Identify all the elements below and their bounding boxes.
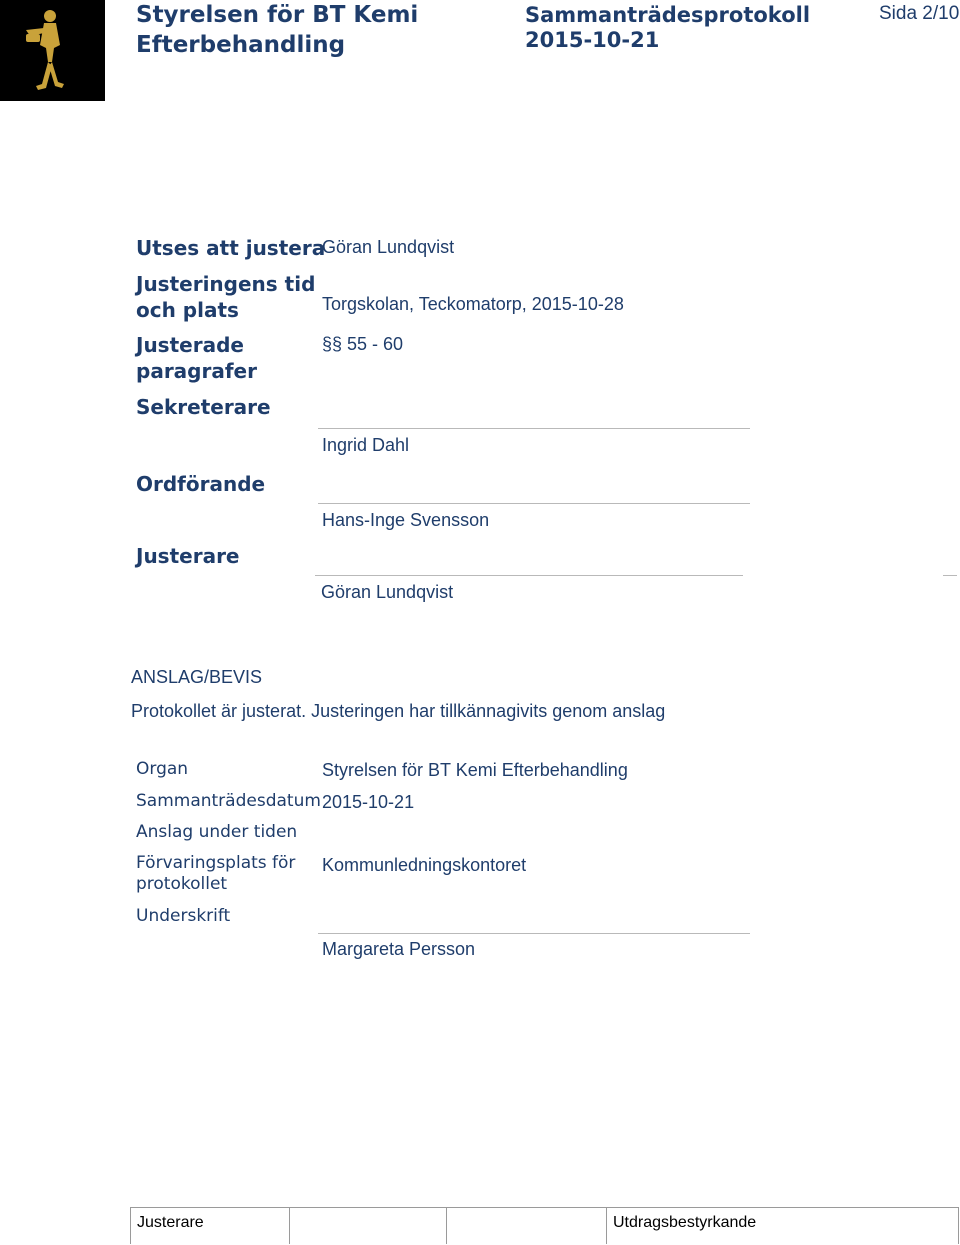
footer-utdrag-label: Utdragsbestyrkande xyxy=(613,1214,757,1231)
org-name-line1: Styrelsen för BT Kemi xyxy=(136,2,419,28)
paragrafer-label-line1: Justerade xyxy=(136,333,244,357)
utses-value: Göran Lundqvist xyxy=(322,237,455,257)
anslag-heading: ANSLAG/BEVIS xyxy=(131,667,263,687)
page-number: Sida 2/10 xyxy=(879,3,960,24)
org-name-line2: Efterbehandling xyxy=(136,32,346,58)
footer-utdrag-cell xyxy=(607,1208,958,1244)
footer-signature-cell-2 xyxy=(447,1208,607,1244)
forvaring-value: Kommunledningskontoret xyxy=(322,855,527,875)
ordforande-label: Ordförande xyxy=(136,472,266,496)
forvaring-label-line2: protokollet xyxy=(136,874,228,894)
sekreterare-name: Ingrid Dahl xyxy=(322,435,410,455)
organ-value: Styrelsen för BT Kemi Efterbehandling xyxy=(322,760,628,780)
underskrift-name: Margareta Persson xyxy=(322,939,476,959)
ordforande-signature-line xyxy=(318,503,750,504)
footer-signature-box xyxy=(130,1207,959,1244)
paragrafer-label-line2: paragrafer xyxy=(136,359,257,383)
sekreterare-label: Sekreterare xyxy=(136,395,271,419)
sammantradesdatum-value: 2015-10-21 xyxy=(322,792,415,812)
sekreterare-signature-line xyxy=(318,428,750,429)
justerare-signature-line xyxy=(315,575,743,576)
underskrift-signature-line xyxy=(318,933,750,934)
footer-signature-cell-1 xyxy=(290,1208,447,1244)
underskrift-label: Underskrift xyxy=(136,906,231,926)
footer-justerare-cell xyxy=(131,1208,290,1244)
tid-value: Torgskolan, Teckomatorp, 2015-10-28 xyxy=(322,294,624,314)
ordforande-name: Hans-Inge Svensson xyxy=(322,510,490,530)
anslag-tiden-label: Anslag under tiden xyxy=(136,822,298,842)
paragrafer-value: §§ 55 - 60 xyxy=(322,334,404,354)
anslag-text: Protokollet är justerat. Justeringen har tillkännagivits genom anslag xyxy=(131,701,666,721)
tid-label-line1: Justeringens tid xyxy=(136,272,316,296)
justerare-name: Göran Lundqvist xyxy=(321,582,454,602)
coat-of-arms-figure-icon xyxy=(0,0,105,101)
organ-label: Organ xyxy=(136,759,189,779)
tid-label-line2: och plats xyxy=(136,298,239,322)
justerare-signature-line-end xyxy=(943,575,957,576)
justerare-label: Justerare xyxy=(136,544,240,568)
sammantradesdatum-label: Sammanträdesdatum xyxy=(136,791,321,811)
document-date: 2015-10-21 xyxy=(525,28,660,52)
coat-of-arms-logo xyxy=(0,0,105,101)
footer-justerare-label: Justerare xyxy=(137,1214,204,1231)
forvaring-label-line1: Förvaringsplats för xyxy=(136,853,296,873)
utses-label: Utses att justera xyxy=(136,236,326,260)
document-type: Sammanträdesprotokoll xyxy=(525,3,811,27)
